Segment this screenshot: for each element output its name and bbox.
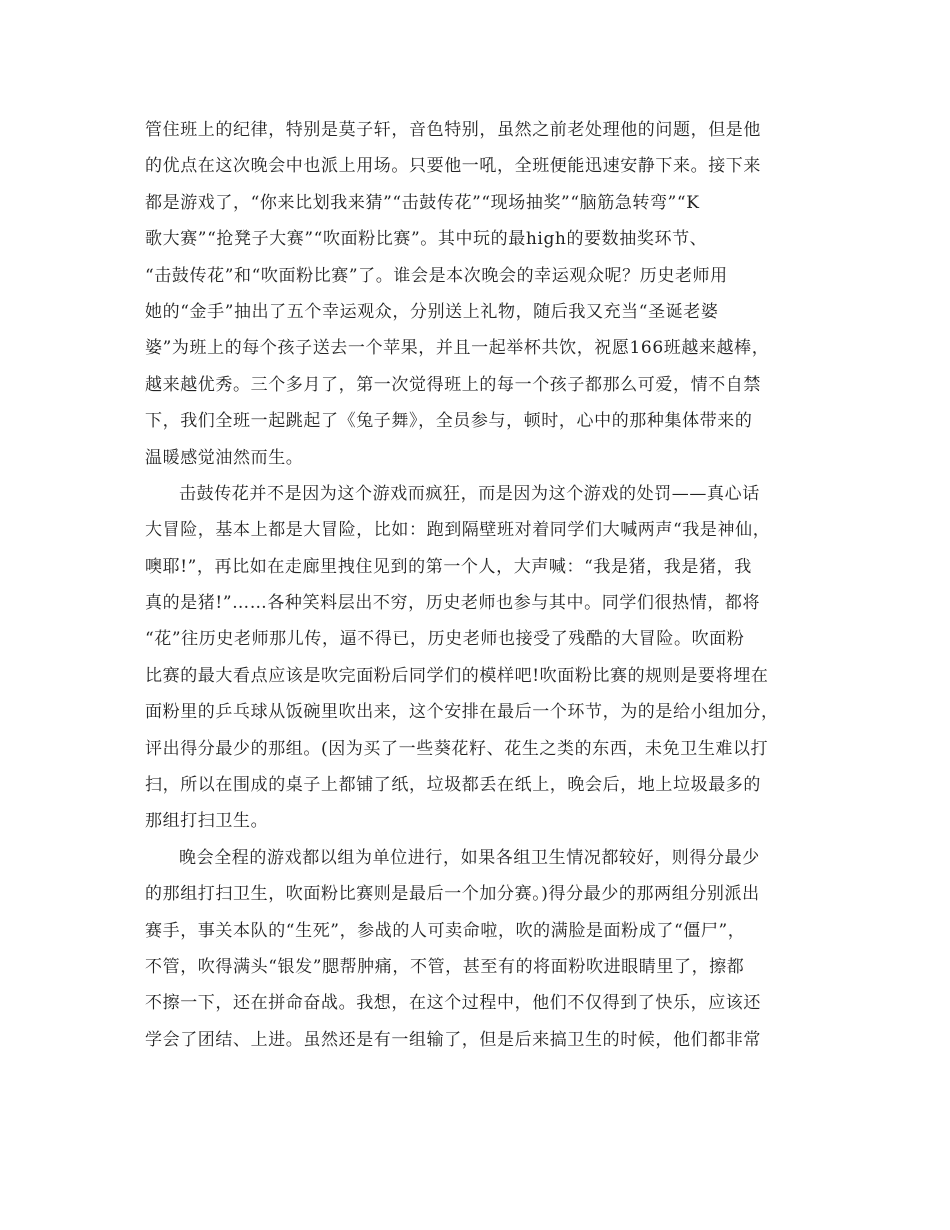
- text-line: 赛手，事关本队的“生死”，参战的人可卖命啦，吹的满脸是面粉成了“僵尸”，: [145, 920, 746, 941]
- text-line: 面粉里的乒乓球从饭碗里吹出来，这个安排在最后一个环节，为的是给小组加分，: [145, 702, 779, 723]
- text-line: “击鼓传花”和“吹面粉比赛”了。谁会是本次晚会的幸运观众呢？历史老师用: [145, 265, 728, 286]
- text-line: 扫，所以在围成的桌子上都铺了纸，垃圾都丢在纸上，晚会后，地上垃圾最多的: [145, 775, 761, 796]
- text-line: 不擦一下，还在拼命奋战。我想，在这个过程中，他们不仅得到了快乐，应该还: [145, 993, 761, 1014]
- text-line: 那组打扫卫生。: [145, 811, 269, 832]
- paragraph-first-line: 晚会全程的游戏都以组为单位进行，如果各组卫生情况都较好，则得分最少: [179, 847, 760, 868]
- text-line: 越来越优秀。三个多月了，第一次觉得班上的每一个孩子都那么可爱，情不自禁: [145, 374, 761, 395]
- text-line: 都是游戏了，“你来比划我来猜”“击鼓传花”“现场抽奖”“脑筋急转弯”“K: [145, 192, 700, 213]
- text-line: 她的“金手”抽出了五个幸运观众，分别送上礼物，随后我又充当“圣诞老婆: [145, 301, 719, 322]
- text-line: 管住班上的纪律，特别是莫子轩，音色特别，虽然之前老处理他的问题，但是他: [145, 120, 761, 140]
- text-line: 下，我们全班一起跳起了《兔子舞》，全员参与，顿时，心中的那种集体带来的: [145, 411, 753, 432]
- text-line: 不管，吹得满头“银发”腮帮肿痛，不管，甚至有的将面粉吹进眼睛里了，擦都: [145, 956, 745, 977]
- text-line: 大冒险，基本上都是大冒险，比如：跑到隔壁班对着同学们大喊两声“我是神仙，: [145, 520, 771, 541]
- text-line: 比赛的最大看点应该是吹完面粉后同学们的模样吧!吹面粉比赛的规则是要将埋在: [145, 665, 769, 686]
- text-line: 学会了团结、上进。虽然还是有一组输了，但是后来搞卫生的时候，他们都非常: [145, 1029, 761, 1050]
- text-line: 的优点在这次晚会中也派上用场。只要他一吼，全班便能迅速安静下来。接下来: [145, 156, 761, 177]
- text-line: 温暖感觉油然而生。: [145, 447, 304, 468]
- text-line: 噢耶!”，再比如在走廊里拽住见到的第一个人，大声喊：“我是猪，我是猪，我: [145, 556, 752, 577]
- text-line: “花”往历史老师那儿传，逼不得已，历史老师也接受了残酷的大冒险。吹面粉: [145, 629, 745, 650]
- text-line: 的那组打扫卫生，吹面粉比赛则是最后一个加分赛。)得分最少的那两组分别派出: [145, 884, 760, 905]
- text-line: 婆”为班上的每个孩子送去一个苹果，并且一起举杯共饮，祝愿166班越来越棒，: [145, 338, 770, 359]
- text-line: 真的是猪!”……各种笑料层出不穷，历史老师也参与其中。同学们很热情，都将: [145, 593, 761, 614]
- document-body: [145, 112, 810, 1058]
- paragraph-first-line: 击鼓传花并不是因为这个游戏而疯狂，而是因为这个游戏的处罚——真心话: [179, 483, 760, 504]
- text-line: 评出得分最少的那组。(因为买了一些葵花籽、花生之类的东西，未免卫生难以打: [145, 738, 769, 759]
- text-line: 歌大赛”“抢凳子大赛”“吹面粉比赛”。其中玩的最high的要数抽奖环节、: [145, 229, 708, 250]
